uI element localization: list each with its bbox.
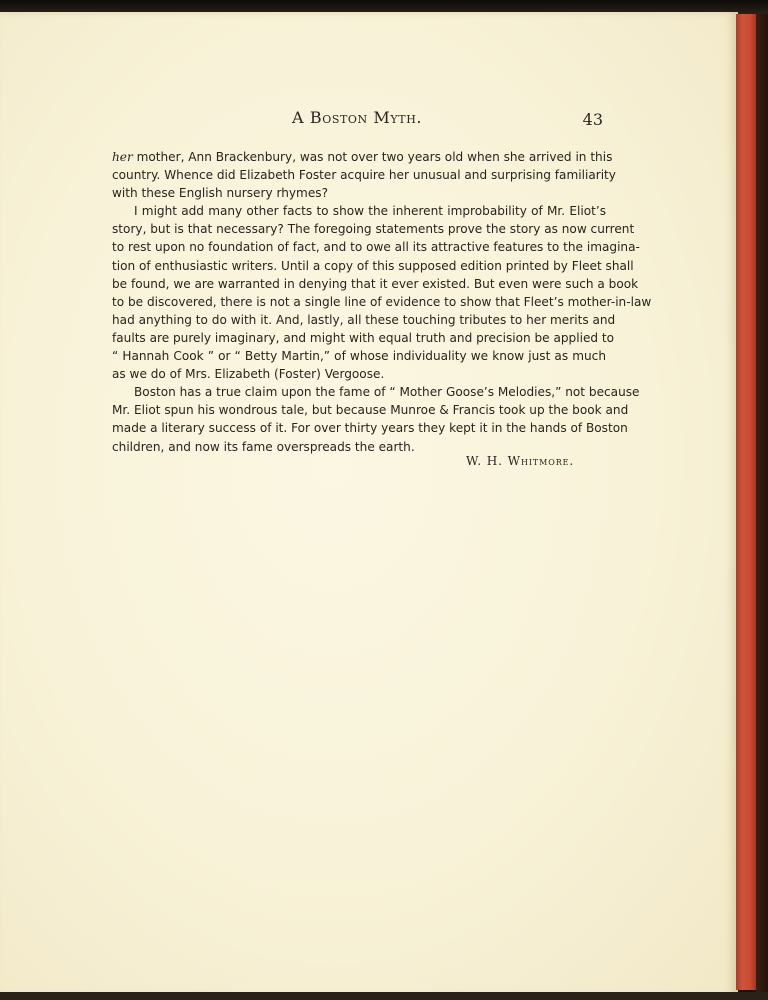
text-line: with these English nursery rhymes? xyxy=(112,186,328,201)
text-line: to be discovered, there is not a single line of evidence to show that Fleet’s mother-in-law xyxy=(112,294,652,309)
text-line: Mr. Eliot spun his wondrous tale, but because Munroe & Francis took up the book and xyxy=(112,403,629,418)
text-line: children, and now its fame overspreads the earth. xyxy=(112,439,415,454)
text-line: country. Whence did Elizabeth Foster acquire her unusual and surprising familiarity xyxy=(112,168,616,183)
text-line: I might add many other facts to show the inherent improbability of Mr. Eliot’s xyxy=(134,204,606,219)
body-text xyxy=(112,148,652,456)
text-line: as we do of Mrs. Elizabeth (Foster) Vergoose. xyxy=(112,367,385,382)
text-line: faults are purely imaginary, and might with equal truth and precision be applied to xyxy=(112,330,615,345)
text-line: be found, we are warranted in denying that it ever existed. But even were such a book xyxy=(112,276,639,291)
text-line: made a literary success of it. For over thirty years they kept it in the hands of Boston xyxy=(112,421,628,436)
line-text: mother, Ann Brackenbury, was not over two years old when she arrived in this xyxy=(132,150,613,164)
text-line: tion of enthusiastic writers. Until a copy of this supposed edition printed by Fleet shall xyxy=(112,258,634,273)
book-cover-edge xyxy=(756,14,768,1000)
running-head-title: A Boston Myth. xyxy=(292,108,423,127)
text-line: to rest upon no foundation of fact, and to owe all its attractive features to the imagina- xyxy=(112,240,640,255)
text-line: had anything to do with it. And, lastly, all these touching tributes to her merits and xyxy=(112,312,616,327)
italic-word: her xyxy=(112,150,133,164)
author-signature: W. H. Whitmore. xyxy=(466,454,575,468)
text-line: Boston has a true claim upon the fame of “ Mother Goose’s Melodies,” not because xyxy=(134,385,640,400)
text-line: “ Hannah Cook ” or “ Betty Martin,” of whose individuality we know just as much xyxy=(112,349,606,364)
text-line xyxy=(112,148,613,166)
text-line: story, but is that necessary? The foregoing statements prove the story as now current xyxy=(112,222,635,237)
page-number: 43 xyxy=(582,110,603,129)
page-red-edge xyxy=(736,14,758,990)
book-bottom-edge xyxy=(0,992,768,1000)
running-head xyxy=(112,108,606,134)
